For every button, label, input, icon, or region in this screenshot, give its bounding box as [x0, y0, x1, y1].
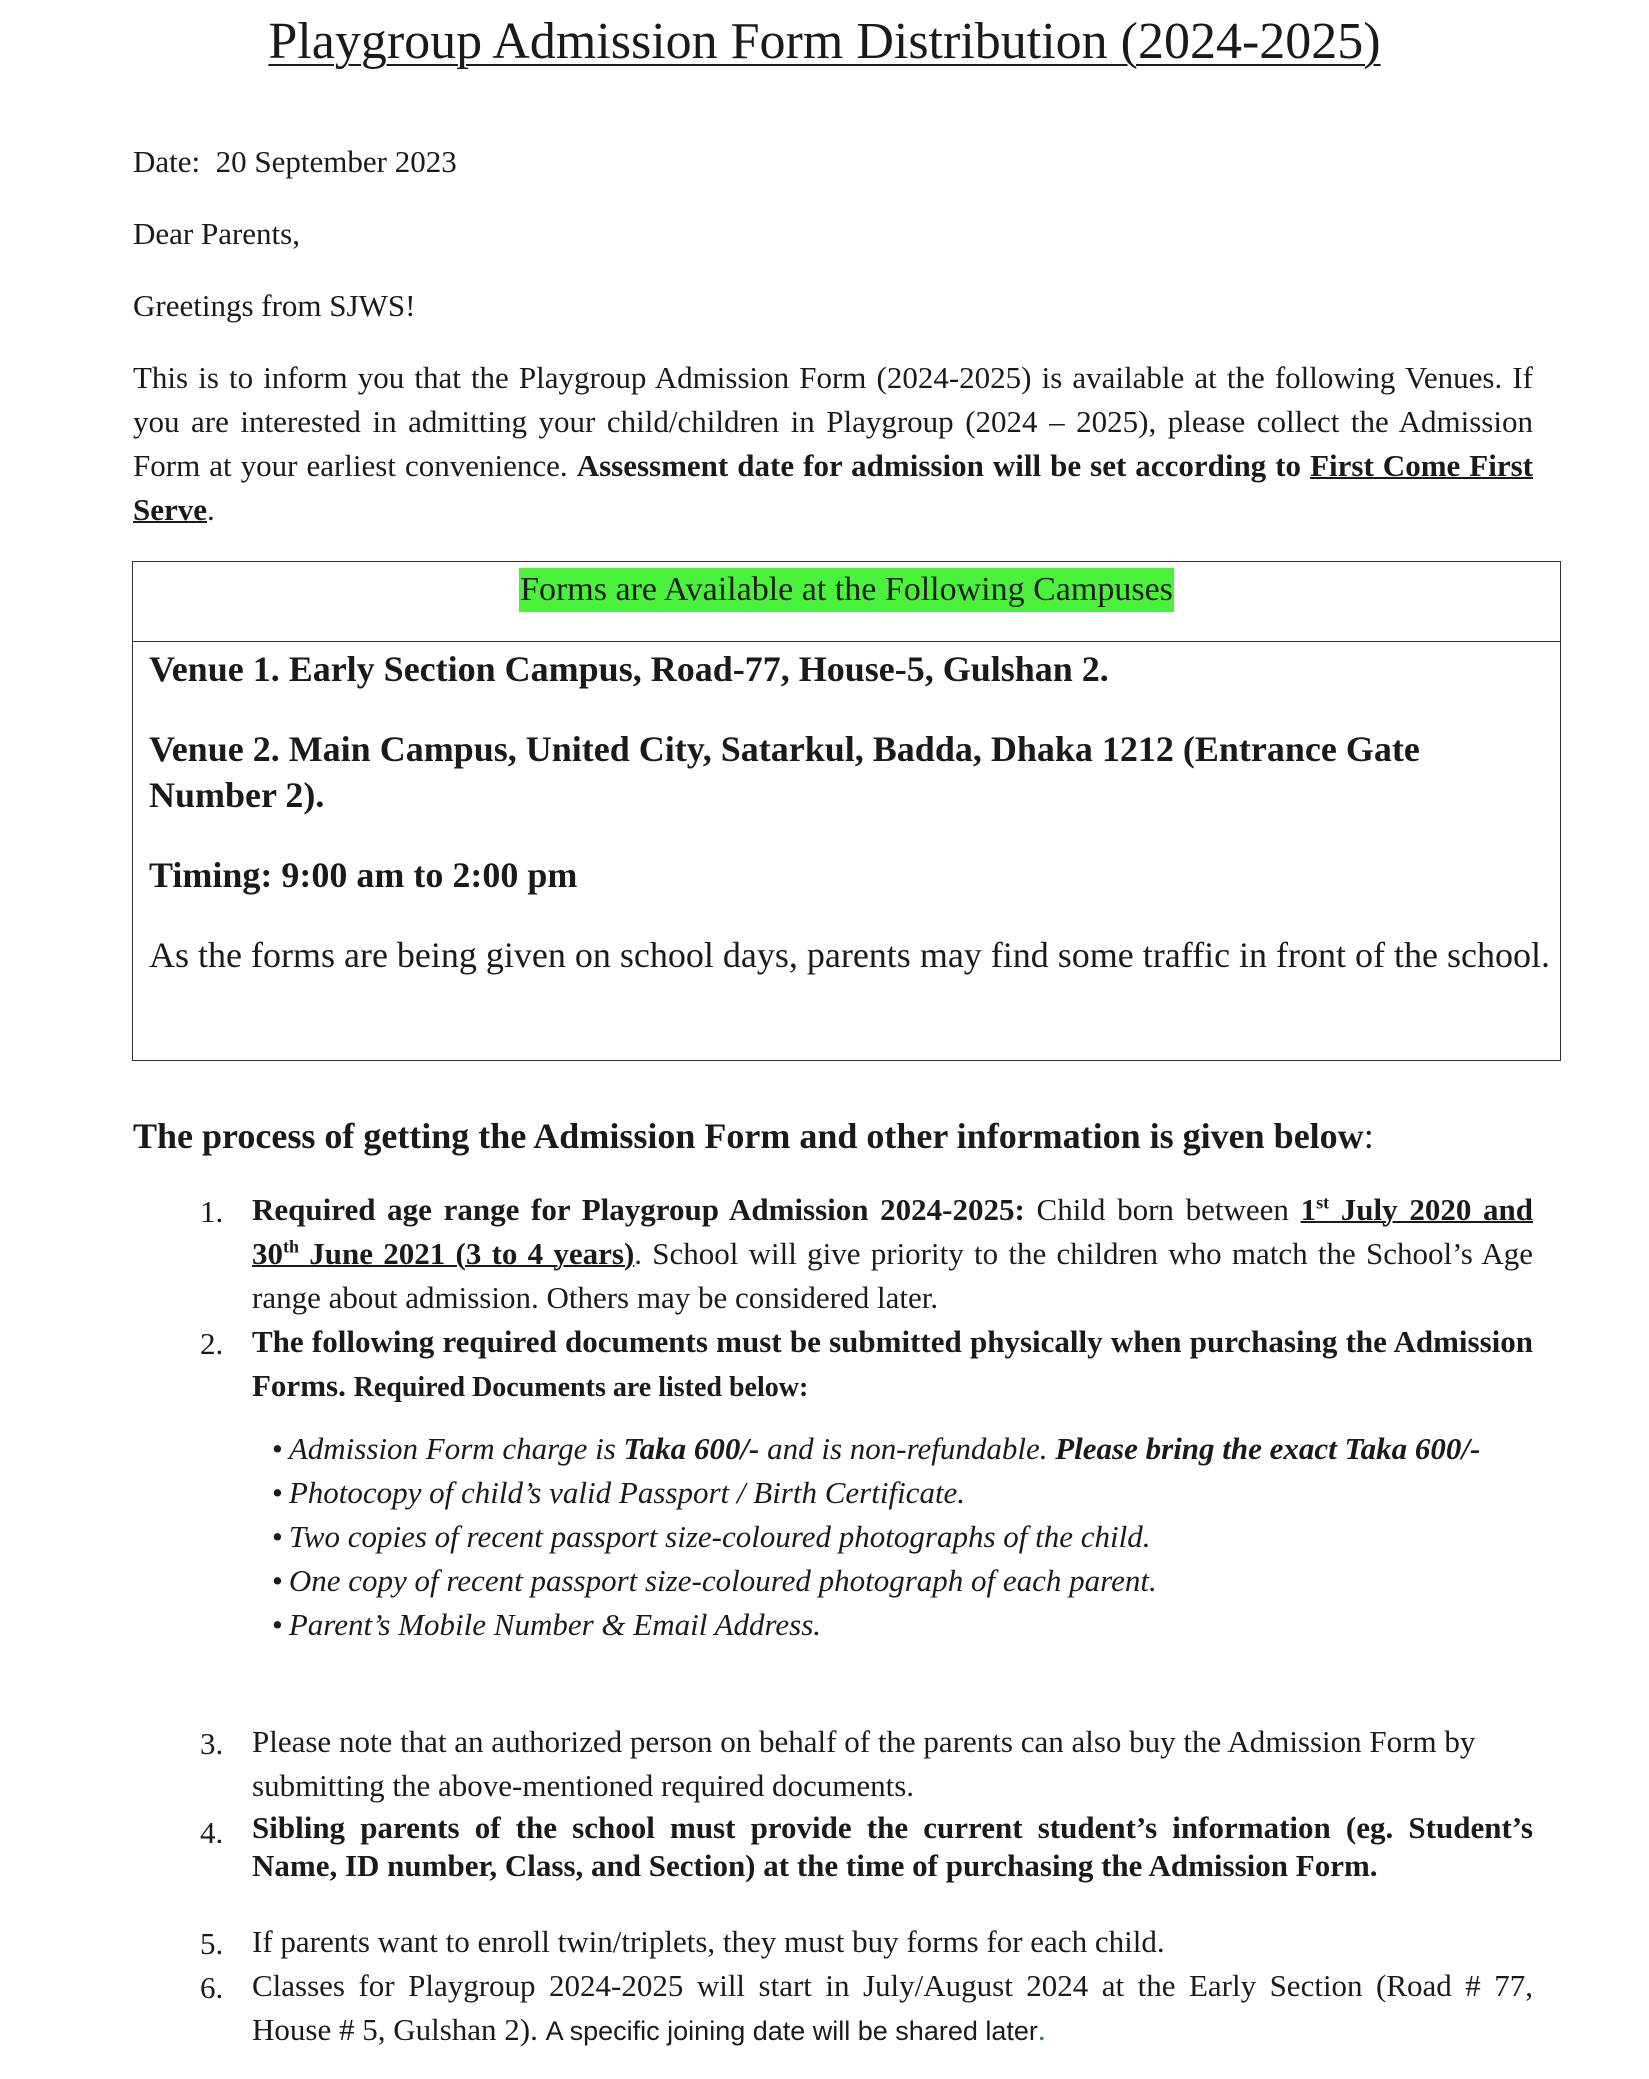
- item-number: 3.: [200, 1726, 224, 1761]
- campus-box: [132, 561, 1561, 1061]
- intro-first-come: First Come First Serve: [133, 448, 1533, 527]
- process-heading-colon: :: [1363, 1116, 1374, 1156]
- document-item: • One copy of recent passport size-coloured photograph of each parent.: [272, 1563, 1157, 1598]
- charge-refund: and is non-refundable.: [767, 1431, 1048, 1466]
- item-number: 4.: [200, 1815, 224, 1850]
- intro-paragraph: [133, 356, 1533, 532]
- date-1-rest: July 2020 and 30: [252, 1192, 1533, 1271]
- intro-text: This is to inform you that the Playgroup Admission Form (2024-2025) is available at the following Venues. If you are interested in admitting your child/children in Playgroup (2024 – 2025), please collect the Admission Form at your earliest convenience.: [133, 360, 1533, 483]
- item-number: 5.: [200, 1926, 224, 1961]
- salutation: Dear Parents,: [133, 216, 300, 251]
- document-text: One copy of recent passport size-coloured photograph of each parent.: [288, 1563, 1157, 1598]
- date-2-suffix: th: [283, 1236, 300, 1257]
- age-range-text: Child born between: [1036, 1192, 1289, 1227]
- documents-list: [272, 1427, 1532, 1647]
- process-heading: [133, 1115, 1374, 1157]
- documents-label: The following required documents must be submitted physically when purchasing the Admission Forms.: [252, 1324, 1533, 1403]
- charge-text: Admission Form charge is: [288, 1431, 616, 1466]
- classes-text: Classes for Playgroup 2024-2025 will start in July/August 2024 at the Early Section (Road # 77, House # 5, Gulshan 2).: [252, 1968, 1533, 2047]
- date-1-day: 1: [1300, 1192, 1317, 1227]
- venue-1: Venue 1. Early Section Campus, Road-77, House-5, Gulshan 2.: [149, 649, 1109, 689]
- date-value: 20 September 2023: [215, 144, 457, 179]
- campus-header-text: Forms are Available at the Following Campuses: [519, 568, 1174, 612]
- charge-amount: Taka 600/-: [623, 1431, 760, 1466]
- item-number: 6.: [200, 1970, 224, 2005]
- document-text: Two copies of recent passport size-coloured photographs of the child.: [288, 1519, 1151, 1554]
- list-item-classes: [252, 1964, 1533, 2053]
- age-range-priority: . School will give priority to the children who match the School’s Age range about admission. Others may be considered later.: [252, 1236, 1533, 1315]
- document-item: • Two copies of recent passport size-coloured photographs of the child.: [272, 1519, 1151, 1554]
- list-item-authorized: Please note that an authorized person on behalf of the parents can also buy the Admission Form by submitting the above-mentioned required documents.: [252, 1724, 1476, 1803]
- timing: Timing: 9:00 am to 2:00 pm: [149, 855, 578, 895]
- list-item-sibling: [252, 1809, 1533, 1885]
- date-label: Date:: [133, 144, 201, 179]
- item-number: 1.: [200, 1194, 224, 1229]
- list-item-documents: [252, 1320, 1533, 1410]
- document-item: • Parent’s Mobile Number & Email Address.: [272, 1607, 822, 1642]
- document-text: Photocopy of child’s valid Passport / Birth Certificate.: [288, 1475, 966, 1510]
- charge-exact: Please bring the exact Taka 600/-: [1055, 1431, 1481, 1466]
- list-item-age-range: [252, 1188, 1533, 1320]
- date-2-rest: June 2021 (3 to 4 years): [309, 1236, 635, 1271]
- sibling-text: Sibling parents of the school must provide the current student’s information (eg. Student’s Name, ID number, Class, and Section) at the time of purchasing the Admission Form.: [252, 1810, 1533, 1883]
- document-text: Parent’s Mobile Number & Email Address.: [288, 1607, 822, 1642]
- intro-end: .: [207, 492, 215, 527]
- document-title: Playgroup Admission Form Distribution (2024-2025): [268, 13, 1381, 70]
- list-item-twins: If parents want to enroll twin/triplets, they must buy forms for each child.: [252, 1924, 1165, 1959]
- traffic-note: As the forms are being given on school days, parents may find some traffic in front of the school.: [149, 935, 1550, 975]
- joining-date-note: A specific joining date will be shared later: [545, 2016, 1038, 2046]
- classes-end: .: [1037, 2012, 1046, 2047]
- intro-bold: Assessment date for admission will be set according to: [576, 448, 1302, 483]
- document-item: • Admission Form charge is Taka 600/- and is non-refundable. Please bring the exact Taka 600/-: [272, 1431, 1481, 1466]
- greeting: Greetings from SJWS!: [133, 288, 416, 323]
- process-heading-text: The process of getting the Admission Form and other information is given below: [133, 1116, 1364, 1156]
- documents-sublabel: Required Documents are listed below:: [353, 1372, 809, 1403]
- age-range-label: Required age range for Playgroup Admission 2024-2025:: [252, 1192, 1025, 1227]
- date-1-suffix: st: [1316, 1192, 1330, 1213]
- date-line: [133, 140, 1533, 184]
- item-number: 2.: [200, 1326, 224, 1361]
- campus-box-header: [133, 562, 1560, 642]
- venue-2: Venue 2. Main Campus, United City, Satarkul, Badda, Dhaka 1212 (Entrance Gate Number 2).: [149, 729, 1420, 815]
- document-item: • Photocopy of child’s valid Passport / Birth Certificate.: [272, 1475, 966, 1510]
